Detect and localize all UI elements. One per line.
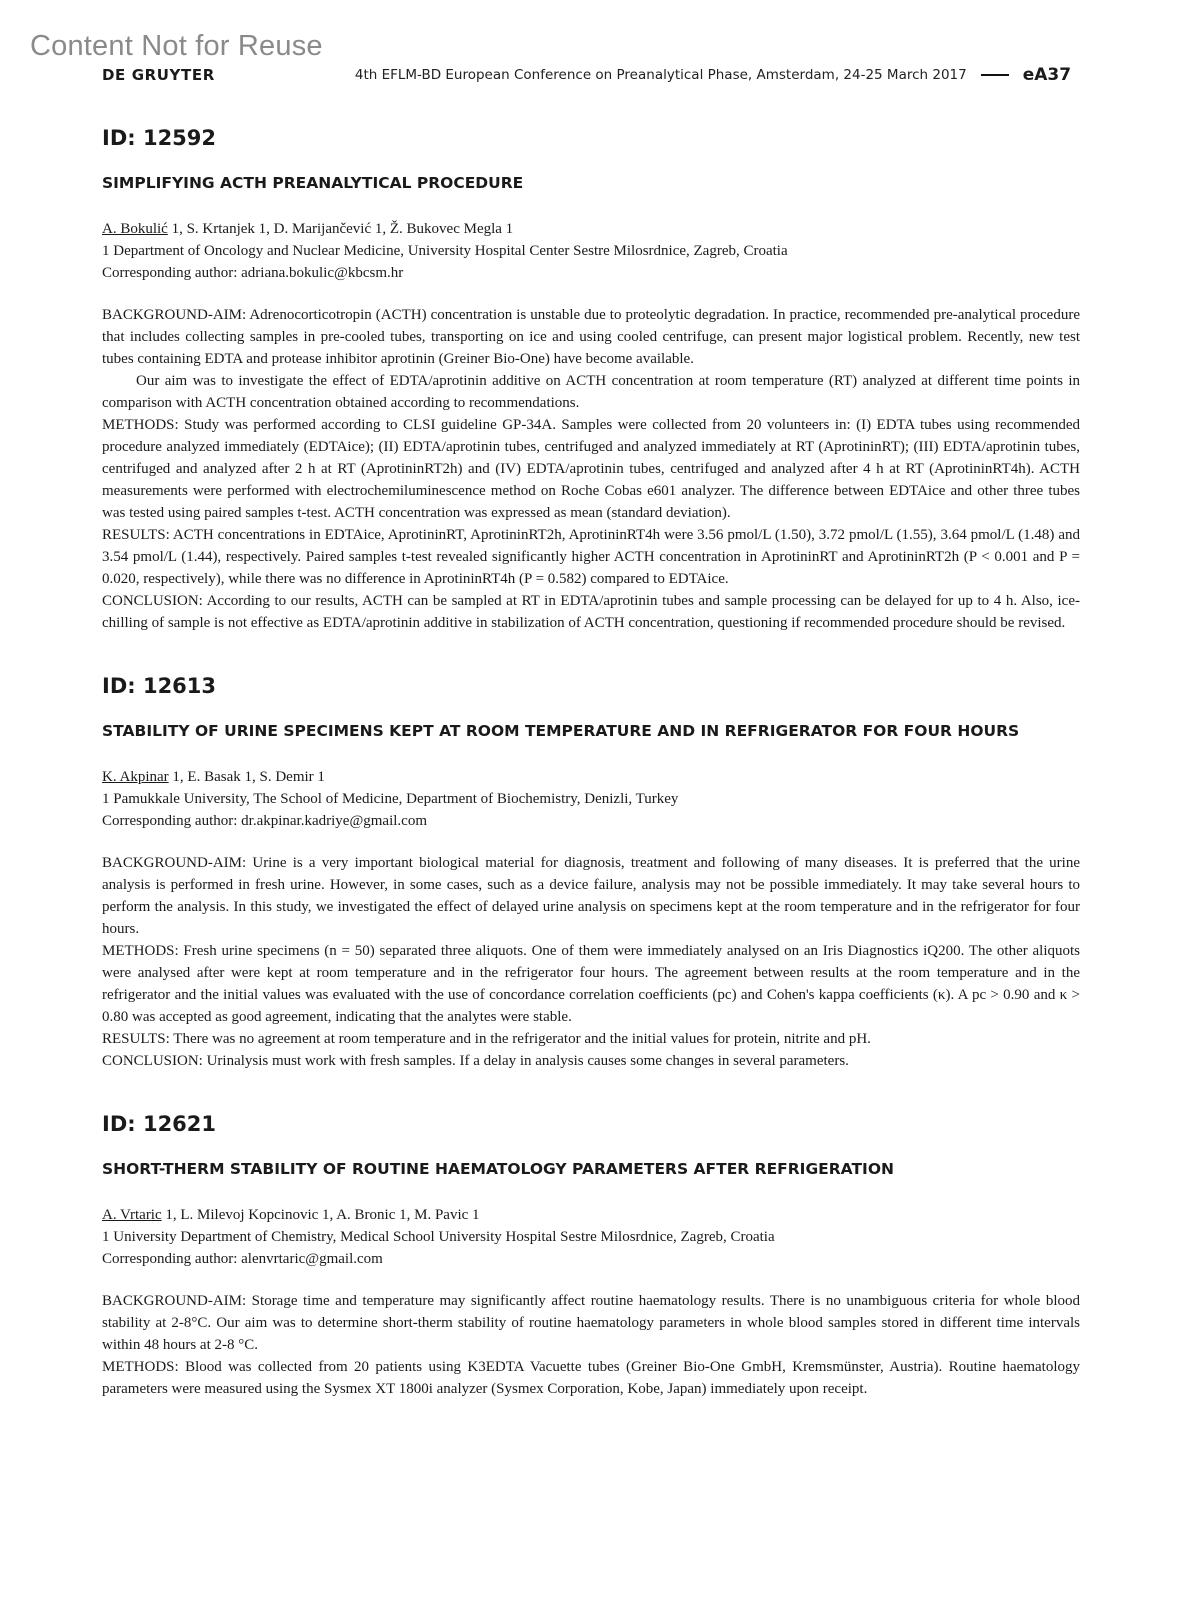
affiliation: 1 University Department of Chemistry, Medical School University Hospital Sestre Milosrdnice, Zagreb, Croatia xyxy=(102,1229,775,1245)
abstract-meta xyxy=(102,218,1080,284)
abstract-paragraph: Our aim was to investigate the effect of EDTA/aprotinin additive on ACTH concentration at room temperature (RT) analyzed at different time points in comparison with ACTH concentration obtained according to recommendations. xyxy=(102,373,1080,411)
abstract-paragraph: RESULTS: There was no agreement at room temperature and in the refrigerator and the initial values for protein, nitrite and pH. xyxy=(102,1031,871,1047)
abstract-12592 xyxy=(102,124,1080,634)
header-rule xyxy=(981,74,1009,76)
author-list xyxy=(102,766,1080,788)
abstract-12621 xyxy=(102,1110,1080,1400)
author-list xyxy=(102,218,1080,240)
abstract-body xyxy=(102,1290,1080,1400)
abstract-paragraph: BACKGROUND-AIM: Urine is a very important biological material for diagnosis, treatment and following of many diseases. It is preferred that the urine analysis is performed in fresh urine. However, in some cases, such as a device failure, analysis may not be possible immediately. It may take several hours to perform the analysis. In this study, we investigated the effect of delayed urine analysis on specimens kept at the room temperature and in the refrigerator for four hours. xyxy=(102,855,1080,937)
other-authors: 1, L. Milevoj Kopcinovic 1, A. Bronic 1, M. Pavic 1 xyxy=(161,1207,480,1223)
abstract-paragraph: CONCLUSION: According to our results, ACTH can be sampled at RT in EDTA/aprotinin tubes and sample processing can be delayed for up to 4 h. Also, ice-chilling of sample is not effective as EDTA/aprotinin additive in stabilization of ACTH concentration, questioning if recommended procedure should be revised. xyxy=(102,593,1080,631)
affiliation: 1 Pamukkale University, The School of Medicine, Department of Biochemistry, Denizli, Turkey xyxy=(102,791,679,807)
abstract-id: ID: 12592 xyxy=(102,126,217,150)
publisher-name: DE GRUYTER xyxy=(102,66,215,84)
abstract-body xyxy=(102,304,1080,634)
abstract-paragraph: METHODS: Blood was collected from 20 patients using K3EDTA Vacuette tubes (Greiner Bio-One GmbH, Kremsmünster, Austria). Routine haematology parameters were measured using the Sysmex XT 1800i analyzer (Sysmex Corporation, Kobe, Japan) immediately upon receipt. xyxy=(102,1359,1080,1397)
other-authors: 1, E. Basak 1, S. Demir 1 xyxy=(168,769,325,785)
abstract-paragraph: BACKGROUND-AIM: Adrenocorticotropin (ACTH) concentration is unstable due to proteolytic degradation. In practice, recommended pre-analytical procedure that includes collecting samples in pre-cooled tubes, transporting on ice and using cooled centrifuge, can present major logistical problem. Recently, new test tubes containing EDTA and protease inhibitor aprotinin (Greiner Bio-One) have become available. xyxy=(102,307,1080,367)
abstract-paragraph: CONCLUSION: Urinalysis must work with fresh samples. If a delay in analysis causes some changes in several parameters. xyxy=(102,1053,849,1069)
affiliation: 1 Department of Oncology and Nuclear Medicine, University Hospital Center Sestre Milosrdnice, Zagreb, Croatia xyxy=(102,243,788,259)
abstract-12613 xyxy=(102,672,1080,1072)
abstract-paragraph: METHODS: Study was performed according to CLSI guideline GP-34A. Samples were collected from 20 volunteers in: (I) EDTA tubes using recommended procedure analyzed immediately (EDTAice); (II) EDTA/aprotinin tubes, centrifuged and analyzed immediately at RT (AprotininRT); (III) EDTA/aprotinin tubes, centrifuged and analyzed after 2 h at RT (AprotininRT2h) and (IV) EDTA/aprotinin tubes, centrifuged and analyzed after 4 h at RT (AprotininRT4h). ACTH measurements were performed with electrochemiluminescence method on Roche Cobas e601 analyzer. The difference between EDTAice and other three tubes was tested using paired samples t-test. ACTH concentration was expressed as mean (standard deviation). xyxy=(102,417,1080,521)
corresponding-author: Corresponding author: adriana.bokulic@kbcsm.hr xyxy=(102,265,404,281)
abstract-meta xyxy=(102,766,1080,832)
abstract-paragraph: BACKGROUND-AIM: Storage time and temperature may significantly affect routine haematology results. There is no unambiguous criteria for whole blood stability at 2-8°C. Our aim was to determine short-therm stability of routine haematology parameters in whole blood samples stored in different time intervals within 48 hours at 2-8 °C. xyxy=(102,1293,1080,1353)
abstract-title: STABILITY OF URINE SPECIMENS KEPT AT ROOM TEMPERATURE AND IN REFRIGERATOR FOR FOUR HOURS xyxy=(102,722,1020,740)
page-number: eA37 xyxy=(1022,65,1072,85)
author-list xyxy=(102,1204,1080,1226)
conference-title: 4th EFLM-BD European Conference on Preanalytical Phase, Amsterdam, 24-25 March 2017 xyxy=(354,67,967,83)
presenting-author: A. Bokulić xyxy=(102,221,168,237)
abstract-meta xyxy=(102,1204,1080,1270)
presenting-author: K. Akpinar xyxy=(102,769,169,785)
running-header xyxy=(102,64,1082,86)
abstract-id: ID: 12621 xyxy=(102,1112,217,1136)
abstract-title: SIMPLIFYING ACTH PREANALYTICAL PROCEDURE xyxy=(102,174,524,192)
watermark: Content Not for Reuse xyxy=(30,30,323,62)
other-authors: 1, S. Krtanjek 1, D. Marijančević 1, Ž. Bukovec Megla 1 xyxy=(167,221,514,237)
abstract-paragraph: METHODS: Fresh urine specimens (n = 50) separated three aliquots. One of them were immediately analysed on an Iris Diagnostics iQ200. The other aliquots were analysed after were kept at room temperature and in the refrigerator four hours. The agreement between results at the room temperature and in the refrigerator and the initial values was evaluated with the use of concordance correlation coefficients (pc) and Cohen's kappa coefficients (κ). A pc > 0.90 and κ > 0.80 was accepted as good agreement, indicating that the analytes were stable. xyxy=(102,943,1080,1025)
abstract-body xyxy=(102,852,1080,1072)
corresponding-author: Corresponding author: dr.akpinar.kadriye@gmail.com xyxy=(102,813,427,829)
presenting-author: A. Vrtaric xyxy=(102,1207,162,1223)
corresponding-author: Corresponding author: alenvrtaric@gmail.com xyxy=(102,1251,383,1267)
abstract-paragraph: RESULTS: ACTH concentrations in EDTAice, AprotininRT, AprotininRT2h, AprotininRT4h were 3.56 pmol/L (1.50), 3.72 pmol/L (1.55), 3.64 pmol/L (1.48) and 3.54 pmol/L (1.44), respectively. Paired samples t-test revealed significantly higher ACTH concentration in AprotininRT and AprotininRT2h (P < 0.001 and P = 0.020, respectively), while there was no difference in AprotininRT4h (P = 0.582) compared to EDTAice. xyxy=(102,527,1080,587)
abstract-title: SHORT-THERM STABILITY OF ROUTINE HAEMATOLOGY PARAMETERS AFTER REFRIGERATION xyxy=(102,1160,894,1178)
page-content xyxy=(102,124,1080,1400)
abstract-id: ID: 12613 xyxy=(102,674,217,698)
